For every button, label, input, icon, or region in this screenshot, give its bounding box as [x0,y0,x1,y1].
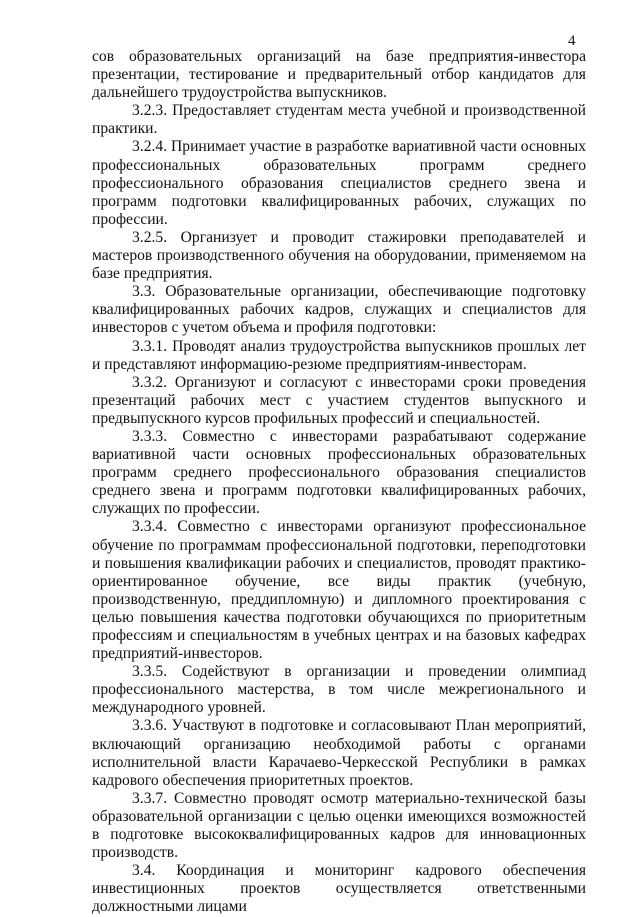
paragraph-3-3-7: 3.3.7. Совместно проводят осмотр материально-технической базы образовательной организации с целью оценки имеющихся возможностей в подготовке высококвалифицированных кадров для инновационных производств. [92,789,586,862]
paragraph-3-3-2: 3.3.2. Организуют и согласуют с инвесторами сроки проведения презентаций рабочих мест с участием студентов выпускного и предвыпускного курсов профильных профессий и специальностей. [92,373,586,427]
paragraph-3-2-5: 3.2.5. Организует и проводит стажировки преподавателей и мастеров производственного обучения на оборудовании, применяемом на базе предприятия. [92,228,586,283]
paragraph-3-2-3: 3.2.3. Предоставляет студентам места учебной и производственной практики. [92,102,586,138]
page-number: 4 [568,33,576,49]
paragraph-3-4: 3.4. Координация и мониторинг кадрового обеспечения инвестиционных проектов осуществляется ответственными должностными лицами [92,862,586,916]
paragraph-3-3-5: 3.3.5. Содействуют в организации и проведении олимпиад профессионального мастерства, в том числе межрегионального и международного уровней. [92,663,586,717]
paragraph-3-3-4: 3.3.4. Совместно с инвесторами организуют профессиональное обучение по программам профессиональной подготовки, переподготовки и повышения квалификации рабочих и специалистов, проводят практико-ориентированное обучение, все виды практик (учебную, производственную, преддипломную) и дипломного проектирования с целью повышения качества подготовки обучающихся по приоритетным профессиям и специальностям в учебных центрах и на базовых кафедрах предприятий-инвесторов. [92,518,586,663]
document-body [92,48,586,917]
paragraph-3-2-4: 3.2.4. Принимает участие в разработке вариативной части основных профессиональных образовательных программ среднего профессионального образования специалистов среднего звена и программ подготовки квалифицированных рабочих, служащих по профессии. [92,138,586,228]
paragraph-3-3-3: 3.3.3. Совместно с инвесторами разрабатывают содержание вариативной части основных профессиональных образовательных программ среднего профессионального образования специалистов среднего звена и программ подготовки квалифицированных рабочих, служащих по профессии. [92,427,586,518]
paragraph-3-3-6: 3.3.6. Участвуют в подготовке и согласовывают План мероприятий, включающий организацию необходимой работы с органами исполнительной власти Карачаево-Черкесской Республики в рамках кадрового обеспечения приоритетных проектов. [92,717,586,789]
paragraph-3-3: 3.3. Образовательные организации, обеспечивающие подготовку квалифицированных рабочих кадров, служащих и специалистов для инвесторов с учетом объема и профиля подготовки: [92,283,586,337]
paragraph-3-3-1: 3.3.1. Проводят анализ трудоустройства выпускников прошлых лет и представляют информацию-резюме предприятиям-инвесторам. [92,337,586,373]
paragraph-continuation: сов образовательных организаций на базе предприятия-инвестора презентации, тестирование и предварительный отбор кандидатов для дальнейшего трудоустройства выпускников. [92,48,586,102]
